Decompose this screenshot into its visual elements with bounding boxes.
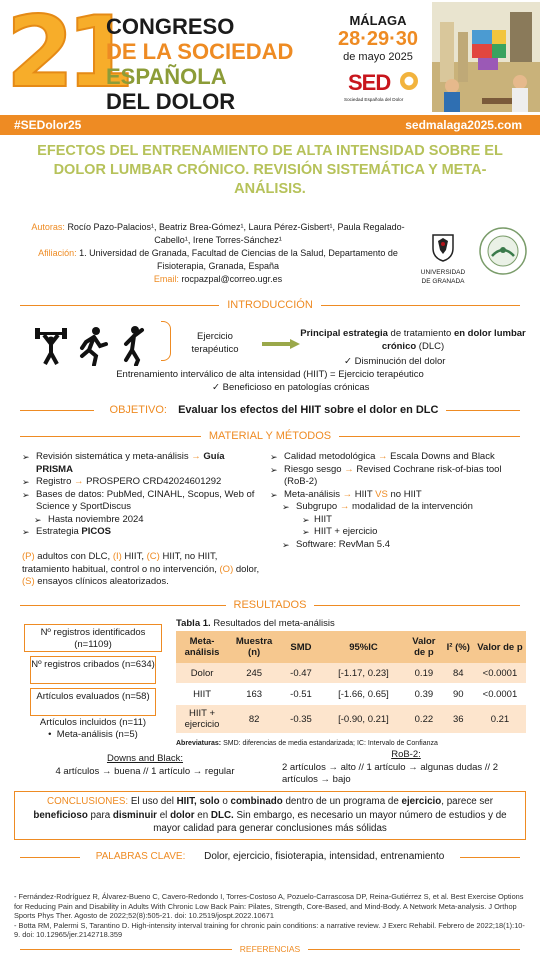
table-cell: 90 <box>443 683 474 705</box>
col-header: Meta-análisis <box>176 631 228 663</box>
picos-o: (O) <box>219 563 234 575</box>
table-cell: [-1.66, 0.65] <box>322 683 405 705</box>
col-header: I² (%) <box>443 631 474 663</box>
item-text: Subgrupo <box>296 501 338 512</box>
keywords <box>0 851 540 862</box>
table-cell: -0.51 <box>280 683 322 705</box>
picos-s: (S) <box>22 576 35 587</box>
item-value: PROSPERO CRD42024601292 <box>86 476 222 487</box>
item-value: Revised Cochrane risk-of-bias tool (RoB-2) <box>284 463 502 487</box>
list-subitem: ➢ Hasta noviembre 2024 <box>22 514 260 527</box>
rob-block <box>282 749 530 787</box>
picos-p: (P) <box>22 551 35 562</box>
flow-box: Artículos evaluados (n=58) <box>30 688 156 716</box>
abbr-text: SMD: diferencias de media estandarizada; IC: Intervalo de Confianza <box>223 740 438 747</box>
table-cell: <0.0001 <box>474 683 526 705</box>
table-cell: 0.21 <box>474 705 526 733</box>
table-cell: HIIT <box>176 683 228 705</box>
congress-title-line: DEL DOLOR <box>106 89 236 114</box>
c-bold: beneficioso <box>33 809 88 821</box>
item-text: Revisión sistemática y meta-análisis <box>36 451 189 462</box>
table-cell: 163 <box>228 683 280 705</box>
picos-c: (C) <box>146 551 160 562</box>
check1: Disminución del dolor <box>354 356 446 367</box>
c-text: el <box>156 809 171 821</box>
affiliation-label: Afiliación: <box>38 248 77 258</box>
table-row <box>176 663 526 683</box>
list-subitem: ➢ Subgrupo → modalidad de la intervención <box>270 501 526 514</box>
col-header: Valor de p <box>405 631 443 663</box>
results-table <box>176 631 526 733</box>
c-bold: combinado <box>230 796 283 807</box>
list-item: ➢ Revisión sistemática y meta-análisis → Guía PRISMA <box>22 451 260 476</box>
table-row <box>176 705 526 733</box>
authors-names: Rocío Pazo-Palacios¹, Beatriz Brea-Gómez¹, Laura Pérez-Gisbert¹, Paula Regalado-Cabello¹, Irene Torres-Sánchez¹ <box>67 222 405 245</box>
table-cell: [-0.90, 0.21] <box>322 705 405 733</box>
table-row <box>176 683 526 705</box>
keywords-text: Dolor, ejercicio, fisioterapia, intensidad, entrenamiento <box>193 851 452 862</box>
congress-title-line: CONGRESO <box>106 14 235 39</box>
objetivo-text: Evaluar los efectos del HIIT sobre el dolor en DLC <box>178 404 439 416</box>
col-header: 95%IC <box>322 631 405 663</box>
section-heading: INTRODUCCIÓN <box>219 299 321 311</box>
col-header: Valor de p <box>474 631 526 663</box>
section-objetivo <box>0 404 540 416</box>
edition-number: 21 <box>6 0 127 110</box>
check-item: ✓ Beneficioso en patologías crónicas <box>212 382 370 393</box>
c-text: o <box>219 796 231 807</box>
congress-title-line: DE LA SOCIEDAD <box>106 39 294 64</box>
flow-box <box>24 716 162 746</box>
item-bold: Guía PRISMA <box>36 451 225 475</box>
list-item: ➢ Calidad metodológica → Escala Downs and Black <box>270 451 526 464</box>
c-bold: ejercicio <box>401 796 442 807</box>
vs-label: VS <box>375 488 388 500</box>
conclusions-label: CONCLUSIONES: <box>47 796 129 807</box>
keywords-label: PALABRAS CLAVE: <box>88 851 194 862</box>
downs-black-block <box>20 753 270 778</box>
picos-o-text: dolor, <box>233 563 260 575</box>
item-text: Registro <box>36 476 72 487</box>
flow-sub-text: Meta-análisis (n=5) <box>56 729 138 740</box>
strategy-bold: Principal estrategia <box>300 328 388 339</box>
table-cell: [-1.17, 0.23] <box>322 663 405 683</box>
authors-label: Autoras: <box>31 222 65 232</box>
header-illustration <box>432 2 540 112</box>
rob-label: RoB-2: <box>391 749 421 760</box>
check-item: ✓ Disminución del dolor <box>344 356 446 367</box>
dates: 28·29·30 <box>337 28 419 50</box>
flow-box-text: Artículos incluidos (n=11) <box>39 717 147 728</box>
picos-s-text: ensayos clínicos aleatorizados. <box>34 576 169 587</box>
item-text: Calidad metodológica <box>284 451 376 462</box>
c-text: Sin embargo, es necesario un mayor número de estudios y de mayor calidad para generar conclusiones más sólidas <box>153 809 507 834</box>
list-item: ➢ Registro → PROSPERO CRD42024601292 <box>22 476 260 489</box>
db-text: 4 artículos → buena // 1 artículo → regular <box>55 765 235 777</box>
city: MÁLAGA <box>349 13 407 28</box>
jumping-icon <box>126 326 142 365</box>
abbreviations <box>176 740 438 747</box>
item-text: Meta-análisis <box>284 488 340 500</box>
item-value: modalidad de la intervención <box>351 501 473 512</box>
strategy-bold2: en dolor lumbar crónico <box>381 328 526 352</box>
hashtag-bar <box>0 115 540 135</box>
table-cell: 0.19 <box>405 663 443 683</box>
congress-title-line: ESPAÑOLA <box>106 64 227 89</box>
conclusions-box <box>14 791 526 840</box>
sed-logo: SED <box>348 70 391 95</box>
section-metodos <box>0 430 540 442</box>
section-heading: REFERENCIAS <box>232 944 308 954</box>
item-text: Riesgo sesgo <box>284 463 342 475</box>
list-subitem: ➢ HIIT <box>270 514 526 527</box>
item-value: Escala Downs and Black <box>390 451 495 462</box>
objetivo <box>94 404 447 416</box>
section-introduccion <box>0 299 540 311</box>
abbr-label: Abreviaturas: <box>176 740 222 747</box>
c-text: dentro de un programa de <box>282 796 402 807</box>
list-item: ➢ Riesgo sesgo → Revised Cochrane risk-of-bias tool (RoB-2) <box>270 464 526 489</box>
col-header: SMD <box>280 631 322 663</box>
flow-sub: • Meta-análisis (n=5) <box>48 729 138 740</box>
flow-box: Nº registros cribados (n=634) <box>30 656 156 684</box>
c-bold: dolor <box>170 809 195 821</box>
picos-text <box>22 551 262 589</box>
congress-title <box>106 14 293 114</box>
brace <box>161 321 171 361</box>
ugr-line: UNIVERSIDAD <box>420 269 466 276</box>
methods-right-list <box>270 451 526 551</box>
picos-i: (I) <box>112 551 122 562</box>
list-subitem: ➢ HIIT + ejercicio <box>270 526 526 539</box>
caption-bold: Tabla 1. <box>176 618 211 629</box>
table-cell: 0.22 <box>405 705 443 733</box>
references <box>14 892 530 940</box>
department-seal-icon <box>478 226 528 276</box>
section-resultados <box>0 599 540 611</box>
exercise-label: Ejercicio terapéutico <box>191 331 239 355</box>
table-cell: 245 <box>228 663 280 683</box>
header <box>0 0 540 115</box>
db-label: Downs and Black: <box>106 753 184 764</box>
ugr-logo <box>418 232 468 285</box>
objetivo-label: OBJETIVO: <box>102 404 175 416</box>
email-label: Email: <box>153 274 179 284</box>
hashtag: #SEDolor25 <box>14 118 82 132</box>
list-subitem: ➢ Software: RevMan 5.4 <box>270 539 526 552</box>
strategy-end: (DLC) <box>416 340 445 352</box>
affiliation: 1. Universidad de Granada, Facultad de Ciencias de la Salud, Departamento de Fisioterapia, Granada, España <box>79 248 398 271</box>
item-value: HIIT <box>354 488 373 500</box>
reference-item: - Fernández-Rodríguez R, Álvarez-Bueno C, Cavero-Redondo I, Torres-Costoso A, Pozuelo-Carrascosa DP, Reina-Gutiérrez S, et al. Best Exercise Options for Reducing Pain and Disability in Adults With Chronic Low Back Pain: Pilates, Strength, Core-Based, and Mind-Body. A Network Meta-analysis. J Orthop Sports Phys Ther. Agosto de 2022;52(8):505-21. doi: 10.2519/jospt.2022.10671 <box>14 892 524 921</box>
table-cell: 0.39 <box>405 683 443 705</box>
table-caption <box>176 618 335 629</box>
caption-text: Resultados del meta-análisis <box>213 618 335 629</box>
picos-c-text: HIIT, no HIIT, tratamiento habitual, control o no intervención, <box>22 551 220 575</box>
c-bold: HIIT, solo <box>176 796 220 807</box>
sed-subtitle: Sociedad Española del Dolor <box>344 97 404 102</box>
ugr-line: DE GRANADA <box>421 278 465 285</box>
c-text: El uso del <box>128 796 177 807</box>
c-text: , parece ser <box>441 796 493 807</box>
sed-logo-mark <box>398 68 420 94</box>
weightlifting-icon <box>35 328 67 364</box>
ugr-crest-icon <box>429 232 457 262</box>
strategy-text <box>298 328 528 353</box>
email[interactable]: rocpazpal@correo.ugr.es <box>181 274 283 284</box>
item-text: Estrategia <box>36 526 79 537</box>
table-cell: <0.0001 <box>474 663 526 683</box>
picos-p-text: adultos con DLC, <box>34 551 113 562</box>
table-cell: -0.35 <box>280 705 322 733</box>
reference-item: - Botta RM, Palermi S, Tarantino D. High-intensity interval training for chronic pain conditions: a narrative review. J Exerc Rehabil. Febrero de 2022;18(1):10-9. doi: 10.12965/jer.2142718.359 <box>14 920 525 940</box>
strategy-mid: de tratamiento <box>387 328 454 339</box>
section-referencias <box>0 944 540 954</box>
table-cell: HIIT + ejercicio <box>176 705 228 733</box>
c-bold: DLC. <box>210 809 234 821</box>
hiit-line: Entrenamiento interválico de alta intensidad (HIIT) = Ejercicio terapéutico <box>116 369 424 380</box>
section-heading: RESULTADOS <box>226 599 315 611</box>
methods-left-list <box>22 451 260 539</box>
table-cell: -0.47 <box>280 663 322 683</box>
month-year: de mayo 2025 <box>343 51 413 63</box>
item-bold: PICOS <box>81 526 111 537</box>
list-item: ➢ Meta-análisis → HIIT VS no HIIT <box>270 489 526 502</box>
table-cell: 82 <box>228 705 280 733</box>
c-text: en <box>194 809 211 821</box>
website-link[interactable]: sedmalaga2025.com <box>405 118 522 132</box>
running-icon <box>82 327 106 365</box>
authors-block <box>28 221 408 286</box>
table-cell: Dolor <box>176 663 228 683</box>
c-bold: disminuir <box>112 809 157 821</box>
rob-text: 2 artículos → alto // 1 artículo → algunas dudas // 2 artículos → bajo <box>282 761 498 785</box>
section-heading: MATERIAL Y MÉTODOS <box>201 430 339 442</box>
table-cell: 84 <box>443 663 474 683</box>
poster-title: EFECTOS DEL ENTRENAMIENTO DE ALTA INTENSIDAD SOBRE EL DOLOR LUMBAR CRÓNICO. REVISIÓN SISTEMÁTICA Y META-ANÁLISIS. <box>37 143 503 197</box>
list-item <box>22 526 260 539</box>
c-text: para <box>87 809 113 821</box>
flow-box: Nº registros identificados (n=1109) <box>24 624 162 652</box>
exercise-icons <box>34 326 154 366</box>
list-item: ➢ Bases de datos: PubMed, CINAHL, Scopus, Web of Science y SportDiscus <box>22 489 260 514</box>
picos-i-text: HIIT, <box>121 551 147 562</box>
col-header: Muestra (n) <box>228 631 280 663</box>
arrow-right-icon <box>262 339 300 349</box>
table-cell: 36 <box>443 705 474 733</box>
item-value: no HIIT <box>390 488 422 500</box>
check2: Beneficioso en patologías crónicas <box>222 382 370 393</box>
